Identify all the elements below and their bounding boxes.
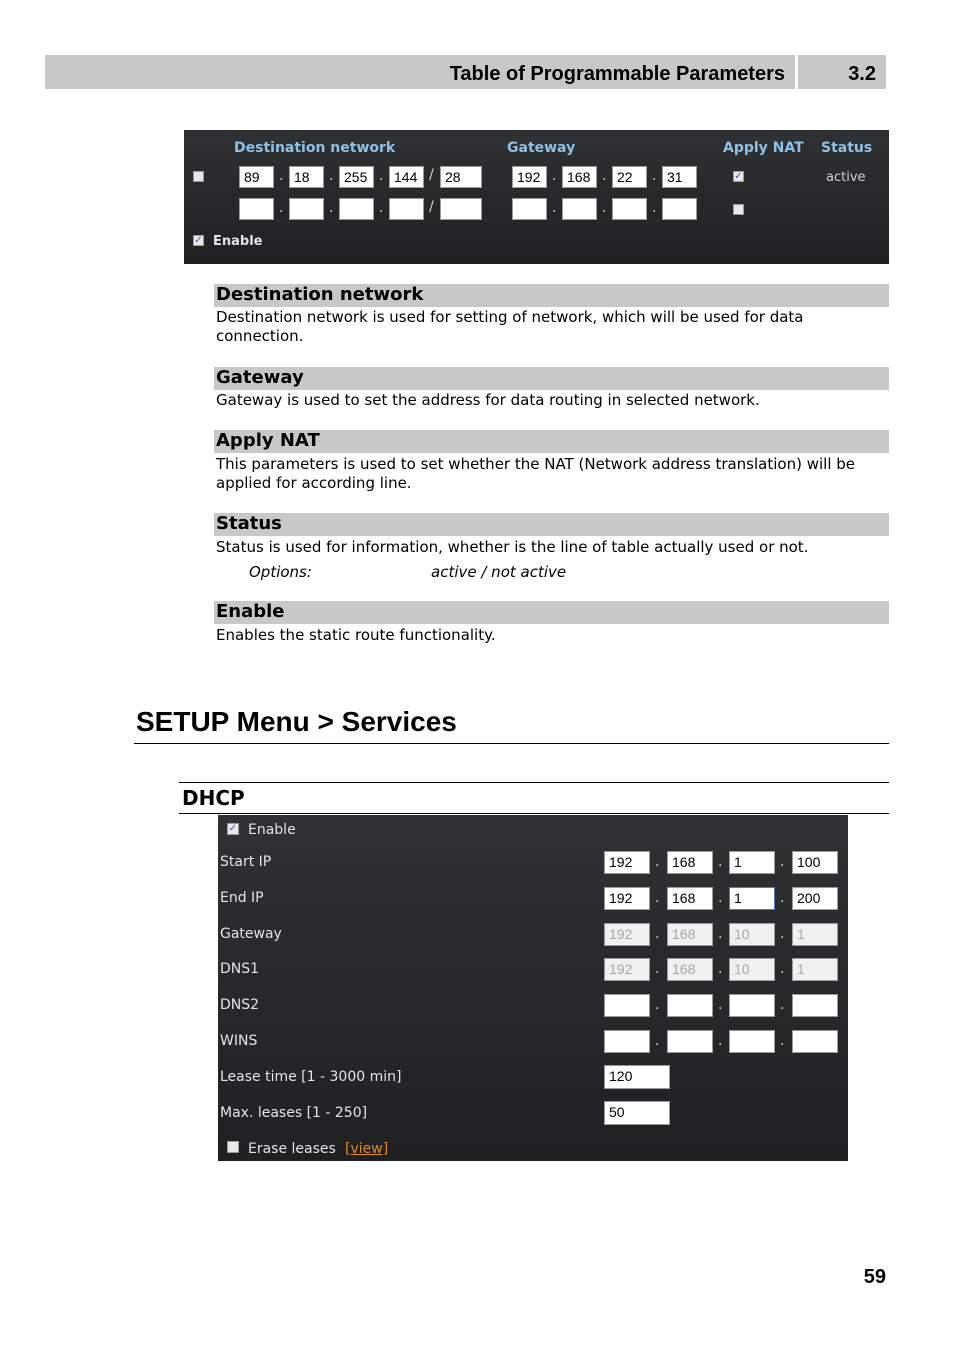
end-ip-octet2[interactable]: 168 xyxy=(667,887,713,910)
wins-octet1[interactable] xyxy=(604,1030,650,1053)
dot-separator: . xyxy=(780,961,785,977)
dot-separator: . xyxy=(718,1033,723,1049)
dot-separator: . xyxy=(379,168,384,184)
dns1-octet2[interactable]: 168 xyxy=(667,958,713,981)
dot-separator: . xyxy=(379,200,384,216)
dot-separator: . xyxy=(602,200,607,216)
row1-gw-octet1[interactable]: 192 xyxy=(512,166,547,188)
row1-gw-octet4[interactable]: 31 xyxy=(662,166,697,188)
dhcp-bottom-rule xyxy=(179,813,889,814)
header-title: Table of Programmable Parameters xyxy=(449,63,785,85)
row1-dest-octet2[interactable]: 18 xyxy=(289,166,324,188)
start-ip-octet1[interactable]: 192 xyxy=(604,851,650,874)
section-text-status: Status is used for information, whether is the line of table actually used or not. xyxy=(216,538,809,556)
row1-dest-mask[interactable]: 28 xyxy=(440,166,482,188)
wins-octet3[interactable] xyxy=(729,1030,775,1053)
start-ip-octet3[interactable]: 1 xyxy=(729,851,775,874)
dot-separator: . xyxy=(279,168,284,184)
row1-dest-octet4[interactable]: 144 xyxy=(389,166,424,188)
row2-dest-mask[interactable] xyxy=(440,198,482,220)
section-number: 3.2 xyxy=(848,63,876,85)
gateway-octet4[interactable]: 1 xyxy=(792,923,838,946)
row2-gw-octet4[interactable] xyxy=(662,198,697,220)
row1-select-checkbox[interactable] xyxy=(193,171,204,182)
dot-separator: . xyxy=(552,168,557,184)
row1-dest-octet3[interactable]: 255 xyxy=(339,166,374,188)
dot-separator: . xyxy=(718,961,723,977)
dot-separator: . xyxy=(655,997,660,1013)
section-heading-destination-network: Destination network xyxy=(214,284,889,307)
row1-dest-octet1[interactable]: 89 xyxy=(239,166,274,188)
dot-separator: . xyxy=(718,890,723,906)
end-ip-octet4[interactable]: 200 xyxy=(792,887,838,910)
max-leases-label: Max. leases [1 - 250] xyxy=(220,1105,368,1121)
start-ip-octet2[interactable]: 168 xyxy=(667,851,713,874)
dns2-octet1[interactable] xyxy=(604,994,650,1017)
view-leases-link[interactable]: [view] xyxy=(345,1141,389,1157)
dot-separator: . xyxy=(718,997,723,1013)
dns1-octet4[interactable]: 1 xyxy=(792,958,838,981)
dot-separator: . xyxy=(552,200,557,216)
row2-gw-octet3[interactable] xyxy=(612,198,647,220)
dot-separator: . xyxy=(279,200,284,216)
dot-separator: . xyxy=(718,854,723,870)
lease-time-input[interactable]: 120 xyxy=(604,1065,670,1089)
dhcp-heading: DHCP xyxy=(182,786,245,810)
col-gateway: Gateway xyxy=(507,140,576,156)
dns1-octet3[interactable]: 10 xyxy=(729,958,775,981)
row1-gw-octet3[interactable]: 22 xyxy=(612,166,647,188)
dot-separator: . xyxy=(780,997,785,1013)
wins-octet4[interactable] xyxy=(792,1030,838,1053)
dot-separator: . xyxy=(655,854,660,870)
wins-octet2[interactable] xyxy=(667,1030,713,1053)
running-header xyxy=(45,55,795,89)
wins-label: WINS xyxy=(220,1033,258,1049)
dot-separator: . xyxy=(655,1033,660,1049)
dot-separator: . xyxy=(329,200,334,216)
erase-leases-checkbox[interactable] xyxy=(227,1141,239,1153)
col-destination-network: Destination network xyxy=(234,140,396,156)
static-routes-panel xyxy=(184,130,889,264)
row1-status-value: active xyxy=(826,170,866,185)
dot-separator: . xyxy=(655,961,660,977)
dns2-octet4[interactable] xyxy=(792,994,838,1017)
gateway-octet1[interactable]: 192 xyxy=(604,923,650,946)
row2-dest-octet3[interactable] xyxy=(339,198,374,220)
start-ip-label: Start IP xyxy=(220,854,272,870)
status-options-value: active / not active xyxy=(431,563,567,581)
section-heading-gateway: Gateway xyxy=(214,367,889,390)
slash-separator: / xyxy=(429,167,434,183)
section-heading-enable: Enable xyxy=(214,601,889,624)
dns2-octet2[interactable] xyxy=(667,994,713,1017)
slash-separator: / xyxy=(429,199,434,215)
section-text-enable: Enables the static route functionality. xyxy=(216,626,496,644)
routes-enable-checkbox[interactable]: ✓ xyxy=(194,235,203,246)
section-heading-apply-nat: Apply NAT xyxy=(214,430,889,453)
section-text-apply-nat: This parameters is used to set whether the NAT (Network address translation) will be applied for according line. xyxy=(216,455,856,492)
dot-separator: . xyxy=(652,200,657,216)
end-ip-octet3[interactable]: 1 xyxy=(729,887,775,910)
dns2-label: DNS2 xyxy=(220,997,260,1013)
dns1-label: DNS1 xyxy=(220,961,260,977)
dot-separator: . xyxy=(718,926,723,942)
page-number: 59 xyxy=(863,1266,886,1288)
dot-separator: . xyxy=(780,926,785,942)
dns1-octet1[interactable]: 192 xyxy=(604,958,650,981)
section-text-gateway: Gateway is used to set the address for data routing in selected network. xyxy=(216,391,760,409)
dhcp-panel xyxy=(218,815,848,1161)
section-number-box xyxy=(798,55,886,89)
row2-gw-octet1[interactable] xyxy=(512,198,547,220)
section-text-destination-network: Destination network is used for setting of network, which will be used for data connection. xyxy=(216,308,804,345)
dhcp-enable-checkbox[interactable]: ✓ xyxy=(228,823,238,834)
status-options-label: Options: xyxy=(249,563,312,581)
dns2-octet3[interactable] xyxy=(729,994,775,1017)
end-ip-label: End IP xyxy=(220,890,264,906)
services-heading: SETUP Menu > Services xyxy=(136,706,457,737)
row1-apply-nat-checkbox[interactable]: ✓ xyxy=(734,171,743,182)
gateway-label: Gateway xyxy=(220,926,282,942)
start-ip-octet4[interactable]: 100 xyxy=(792,851,838,874)
row2-apply-nat-checkbox[interactable] xyxy=(733,204,744,215)
dot-separator: . xyxy=(780,1033,785,1049)
row1-gw-octet2[interactable]: 168 xyxy=(562,166,597,188)
section-heading-status: Status xyxy=(214,513,889,536)
row2-dest-octet4[interactable] xyxy=(389,198,424,220)
dot-separator: . xyxy=(655,926,660,942)
dot-separator: . xyxy=(652,168,657,184)
dot-separator: . xyxy=(329,168,334,184)
routes-enable-label: Enable xyxy=(213,234,263,249)
col-apply-nat: Apply NAT xyxy=(723,140,804,156)
end-ip-octet1[interactable]: 192 xyxy=(604,887,650,910)
row2-gw-octet2[interactable] xyxy=(562,198,597,220)
gateway-octet2[interactable]: 168 xyxy=(667,923,713,946)
lease-time-label: Lease time [1 - 3000 min] xyxy=(220,1069,402,1085)
dot-separator: . xyxy=(780,854,785,870)
dot-separator: . xyxy=(655,890,660,906)
dot-separator: . xyxy=(780,890,785,906)
max-leases-input[interactable]: 50 xyxy=(604,1101,670,1125)
row2-dest-octet1[interactable] xyxy=(239,198,274,220)
erase-leases-label: Erase leases xyxy=(248,1141,336,1157)
col-status: Status xyxy=(821,140,873,156)
dot-separator: . xyxy=(602,168,607,184)
dhcp-top-rule xyxy=(179,782,889,783)
row2-dest-octet2[interactable] xyxy=(289,198,324,220)
dhcp-enable-label: Enable xyxy=(248,822,296,838)
gateway-octet3[interactable]: 10 xyxy=(729,923,775,946)
heading-rule xyxy=(134,743,889,744)
